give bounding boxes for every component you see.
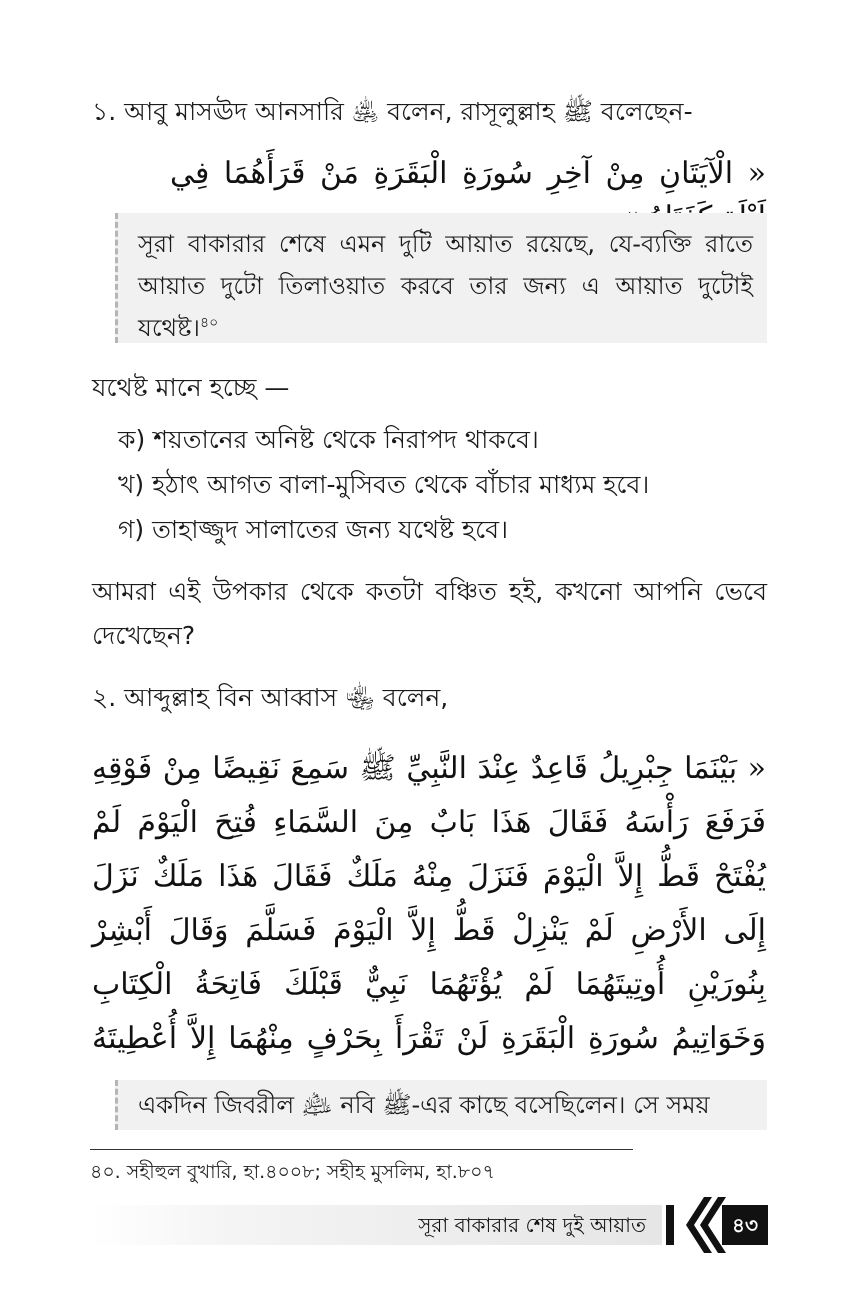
hadith-2-translation-box xyxy=(115,1080,767,1130)
footnote-divider xyxy=(90,1149,633,1150)
hadith-2-translation-start: একদিন জিবরীল ﵇ নবি ﷺ-এর কাছে বসেছিলেন। সে সময় xyxy=(138,1091,710,1119)
meaning-item-kha: খ) হঠাৎ আগত বালা-মুসিবত থেকে বাঁচার মাধ্যম হবে। xyxy=(118,470,650,499)
meaning-item-ka: ক) শয়তানের অনিষ্ট থেকে নিরাপদ থাকবে। xyxy=(118,425,539,454)
hadith-2-heading: ২. আব্দুল্লাহ বিন আব্বাস ﵄ বলেন, xyxy=(92,683,449,712)
meaning-lead: যথেষ্ট মানে হচ্ছে — xyxy=(92,373,290,402)
question-line-2: দেখেছেন? xyxy=(92,621,196,650)
page-number: ৪৩ xyxy=(722,1205,768,1245)
question-line-1: আমরা এই উপকার থেকে কতটা বঞ্চিত হই, কখনো আপনি ভেবে xyxy=(92,577,767,606)
footer-separator xyxy=(666,1205,674,1245)
hadith-1-heading: ১. আবু মাসঊদ আনসারি ﵁ বলেন, রাসূলুল্লাহ ﷺ বলেছেন- xyxy=(92,97,693,126)
hadith-1-arabic: « الْآيَتَانِ مِنْ آخِرِ سُورَةِ الْبَقَرَةِ مَنْ قَرَأَهُمَا فِي xyxy=(170,156,766,191)
hadith-1-translation: সূরা বাকারার শেষে এমন দুটি আয়াত রয়েছে, যে-ব্যক্তি রাতে আয়াত দুটো তিলাওয়াত করবে তার জন্য এ আয়াত দুটোই যথেষ্ট। xyxy=(138,230,753,342)
hadith-1-translation-box xyxy=(115,213,767,343)
meaning-item-ga: গ) তাহাজ্জুদ সালাতের জন্য যথেষ্ট হবে। xyxy=(118,515,509,544)
hadith-2-arabic: « بَيْنَمَا جِبْرِيلُ قَاعِدٌ عِنْدَ النَّبِيِّ ﷺ سَمِعَ نَقِيضًا مِنْ فَوْقِهِ فَرَفَعَ رَأْسَهُ فَقَالَ هَذَا بَابٌ مِنَ السَّمَاءِ فُتِحَ الْيَوْمَ لَمْ يُفْتَحْ قَطُّ إِلاَّ الْيَوْمَ فَنَزَلَ مِنْهُ مَلَكٌ فَقَالَ هَذَا مَلَكٌ نَزَلَ إِلَى الأَرْضِ لَمْ يَنْزِلْ قَطُّ إِلاَّ الْيَوْمَ فَسَلَّمَ وَقَالَ أَبْشِرْ بِنُورَيْنِ أُوتِيتَهُمَا لَمْ يُؤْتَهُمَا نَبِيٌّ قَبْلَكَ فَاتِحَةُ الْكِتَابِ وَخَوَاتِيمُ سُورَةِ الْبَقَرَةِ لَنْ تَقْرَأَ بِحَرْفٍ مِنْهُمَا إِلاَّ أُعْطِيتَهُ xyxy=(92,751,767,1056)
running-footer-title: সূরা বাকারার শেষ দুই আয়াত xyxy=(418,1213,646,1237)
running-footer xyxy=(90,1205,662,1245)
double-chevron-icon xyxy=(676,1197,726,1253)
footnote-40: ৪০. সহীহুল বুখারি, হা.৪০০৮; সহীহ মুসলিম, হা.৮০৭ xyxy=(90,1161,495,1183)
footnote-ref-40: ৪০ xyxy=(199,315,219,331)
